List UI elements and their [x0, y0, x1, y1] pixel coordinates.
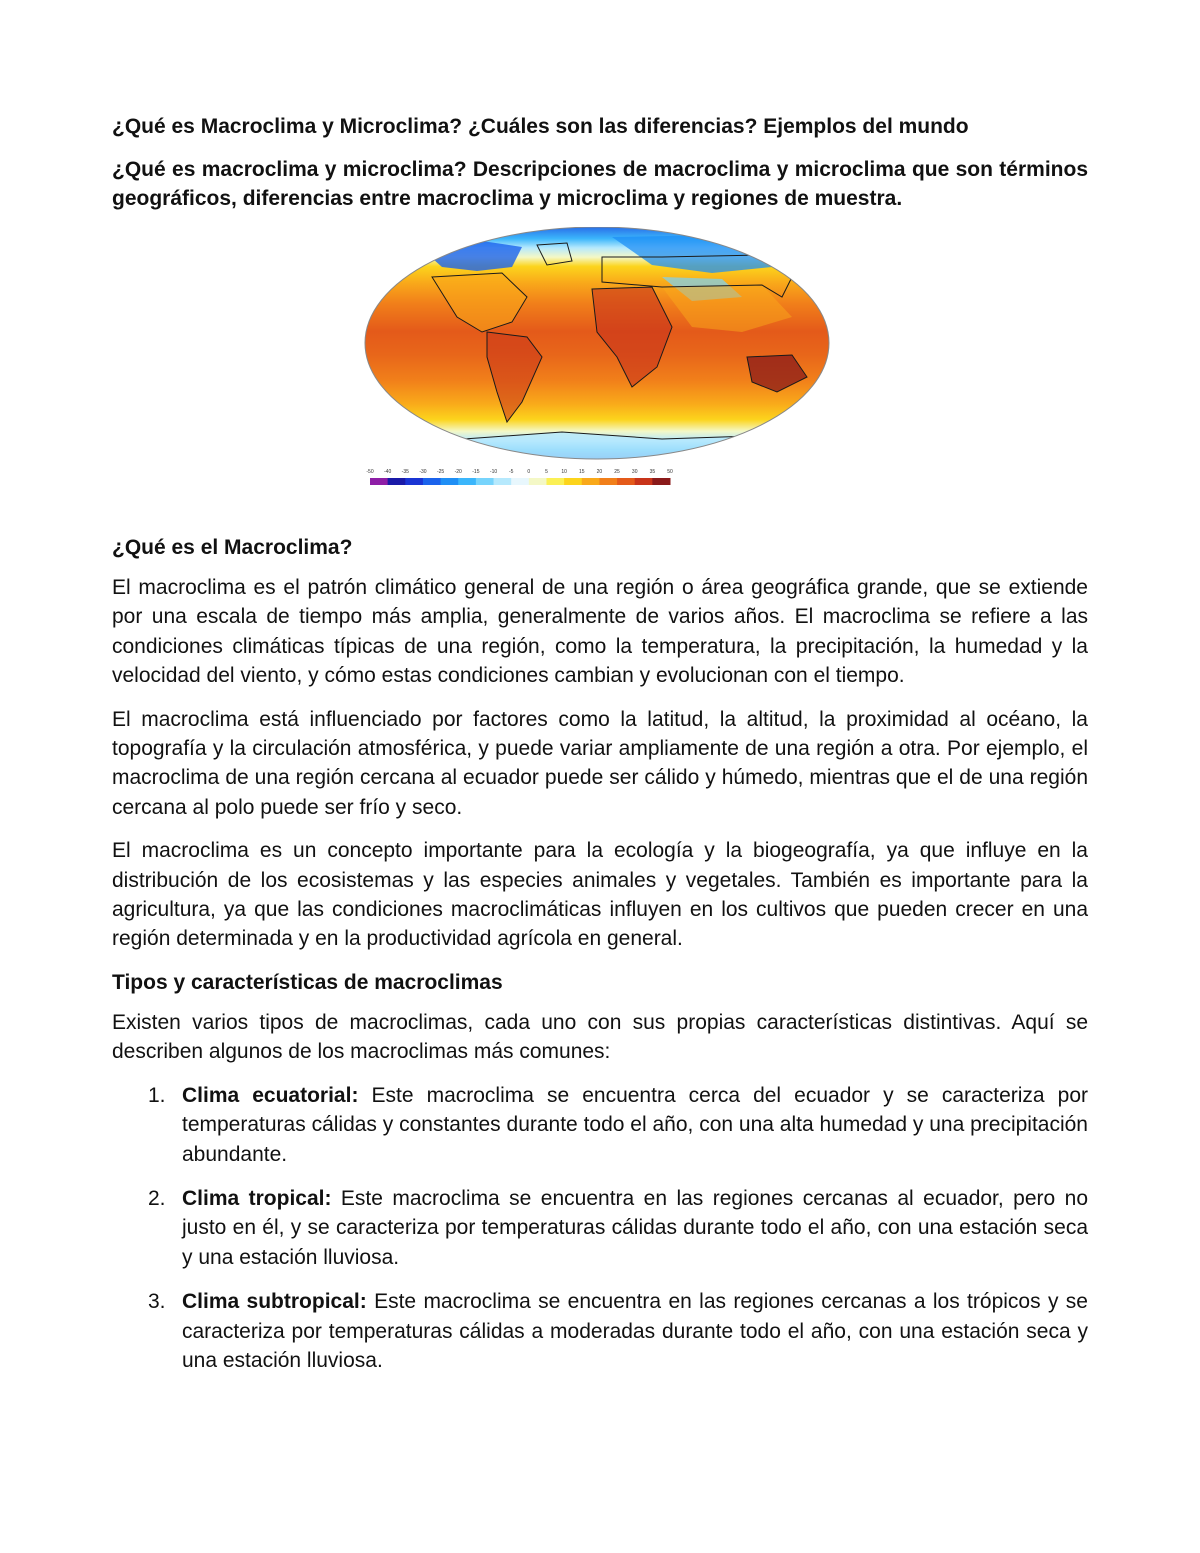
colorbar-tick-label: 30 — [631, 469, 638, 475]
colorbar-tick-label: 0 — [527, 469, 531, 475]
paragraph: El macroclima es un concepto importante para la ecología y la biogeografía, ya que influye en la distribución de los ecosistemas y las especies animales y vegetales. También es importante para la agricultura, ya que las condiciones macroclimáticas influyen en los cultivos que pueden crecer en una región determinada y en la productividad agrícola en general. — [112, 839, 1088, 951]
list-item — [112, 1081, 1088, 1169]
section-heading-macroclima: ¿Qué es el Macroclima? — [112, 536, 353, 559]
list-text: Este macroclima se encuentra en las regiones cercanas al ecuador, pero no justo en él, y se caracteriza por temperaturas cálidas durante todo el año, con una estación seca y una estación lluviosa. — [182, 1186, 1088, 1269]
colorbar-segment — [599, 478, 617, 485]
colorbar-segment — [546, 478, 564, 485]
section-heading-tipos: Tipos y características de macroclimas — [112, 970, 503, 994]
macroclimate-types-list — [112, 1081, 1088, 1376]
colorbar-tick-label: 35 — [649, 469, 656, 475]
colorbar-tick-label: -10 — [489, 469, 498, 475]
list-number: 3. — [148, 1290, 166, 1314]
world-temperature-map — [362, 227, 832, 509]
list-number: 2. — [148, 1186, 166, 1210]
colorbar-tick-label: 20 — [596, 469, 603, 475]
colorbar-tick-label: -25 — [436, 469, 445, 475]
paragraph: El macroclima es el patrón climático general de una región o área geográfica grande, que se extiende por una escala de tiempo más amplia, generalmente de varios años. El macroclima se refiere a las condiciones climáticas típicas de una región, como la temperatura, la precipitación, la humedad y la velocidad del viento, y cómo estas condiciones cambian y evolucionan con el tiempo. — [112, 576, 1088, 688]
colorbar-segment — [476, 478, 494, 485]
colorbar-tick-label: -40 — [384, 469, 392, 475]
colorbar-segment — [617, 478, 635, 485]
colorbar-segment — [511, 478, 529, 485]
colorbar-tick-label: 15 — [578, 469, 585, 475]
list-term: Clima subtropical: — [182, 1290, 367, 1314]
temperature-world-map-figure — [112, 227, 1088, 509]
colorbar-segment — [652, 478, 670, 485]
list-term: Clima tropical: — [182, 1186, 332, 1210]
colorbar-segment — [441, 478, 459, 485]
colorbar-tick-label: -30 — [419, 469, 427, 475]
list-term: Clima ecuatorial: — [182, 1083, 359, 1107]
list-item — [112, 1184, 1088, 1272]
colorbar-tick-label: -15 — [472, 469, 480, 475]
temperature-colorbar — [366, 469, 673, 485]
colorbar-tick-label: -50 — [366, 469, 374, 475]
colorbar-segment — [635, 478, 653, 485]
list-number: 1. — [148, 1083, 166, 1107]
colorbar-segment — [564, 478, 582, 485]
list-item — [112, 1287, 1088, 1375]
colorbar-tick-label: 25 — [614, 469, 620, 475]
document-subtitle: ¿Qué es macroclima y microclima? Descripciones de macroclima y microclima que son términos geográficos, diferencias entre macroclima y microclima y regiones de muestra. — [112, 158, 1088, 210]
colorbar-segment — [388, 478, 406, 485]
colorbar-tick-label: -5 — [508, 469, 514, 475]
colorbar-segment — [370, 478, 388, 485]
list-text: Este macroclima se encuentra en las regiones cercanas a los trópicos y se caracteriza por temperaturas cálidas a moderadas durante todo el año, con una estación seca y una estación lluviosa. — [182, 1290, 1088, 1372]
colorbar-tick-label: -20 — [454, 469, 462, 475]
colorbar-segment — [405, 478, 423, 485]
colorbar-segment — [423, 478, 441, 485]
colorbar-segment — [494, 478, 512, 485]
colorbar-segment — [458, 478, 476, 485]
colorbar-tick-label: 5 — [545, 469, 548, 475]
colorbar-segment — [582, 478, 600, 485]
colorbar-tick-label: 10 — [561, 469, 567, 475]
colorbar-segment — [529, 478, 547, 485]
document-title: ¿Qué es Macroclima y Microclima? ¿Cuáles son las diferencias? Ejemplos del mundo — [112, 115, 969, 138]
paragraph: El macroclima está influenciado por factores como la latitud, la altitud, la proximidad al océano, la topografía y la circulación atmosférica, y puede variar ampliamente de una región a otra. Por ejemplo, el macroclima de una región cercana al ecuador puede ser cálido y húmedo, mientras que el de una región cercana al polo puede ser frío y seco. — [112, 707, 1088, 819]
colorbar-tick-label: 50 — [667, 469, 673, 475]
document-body — [112, 112, 1088, 1390]
colorbar-tick-label: -35 — [401, 469, 409, 475]
list-text: Este macroclima se encuentra cerca del ecuador y se caracteriza por temperaturas cálidas y constantes durante todo el año, con una alta humedad y una precipitación abundante. — [182, 1083, 1088, 1166]
paragraph: Existen varios tipos de macroclimas, cada uno con sus propias características distintivas. Aquí se describen algunos de los macroclimas más comunes: — [112, 1010, 1088, 1064]
